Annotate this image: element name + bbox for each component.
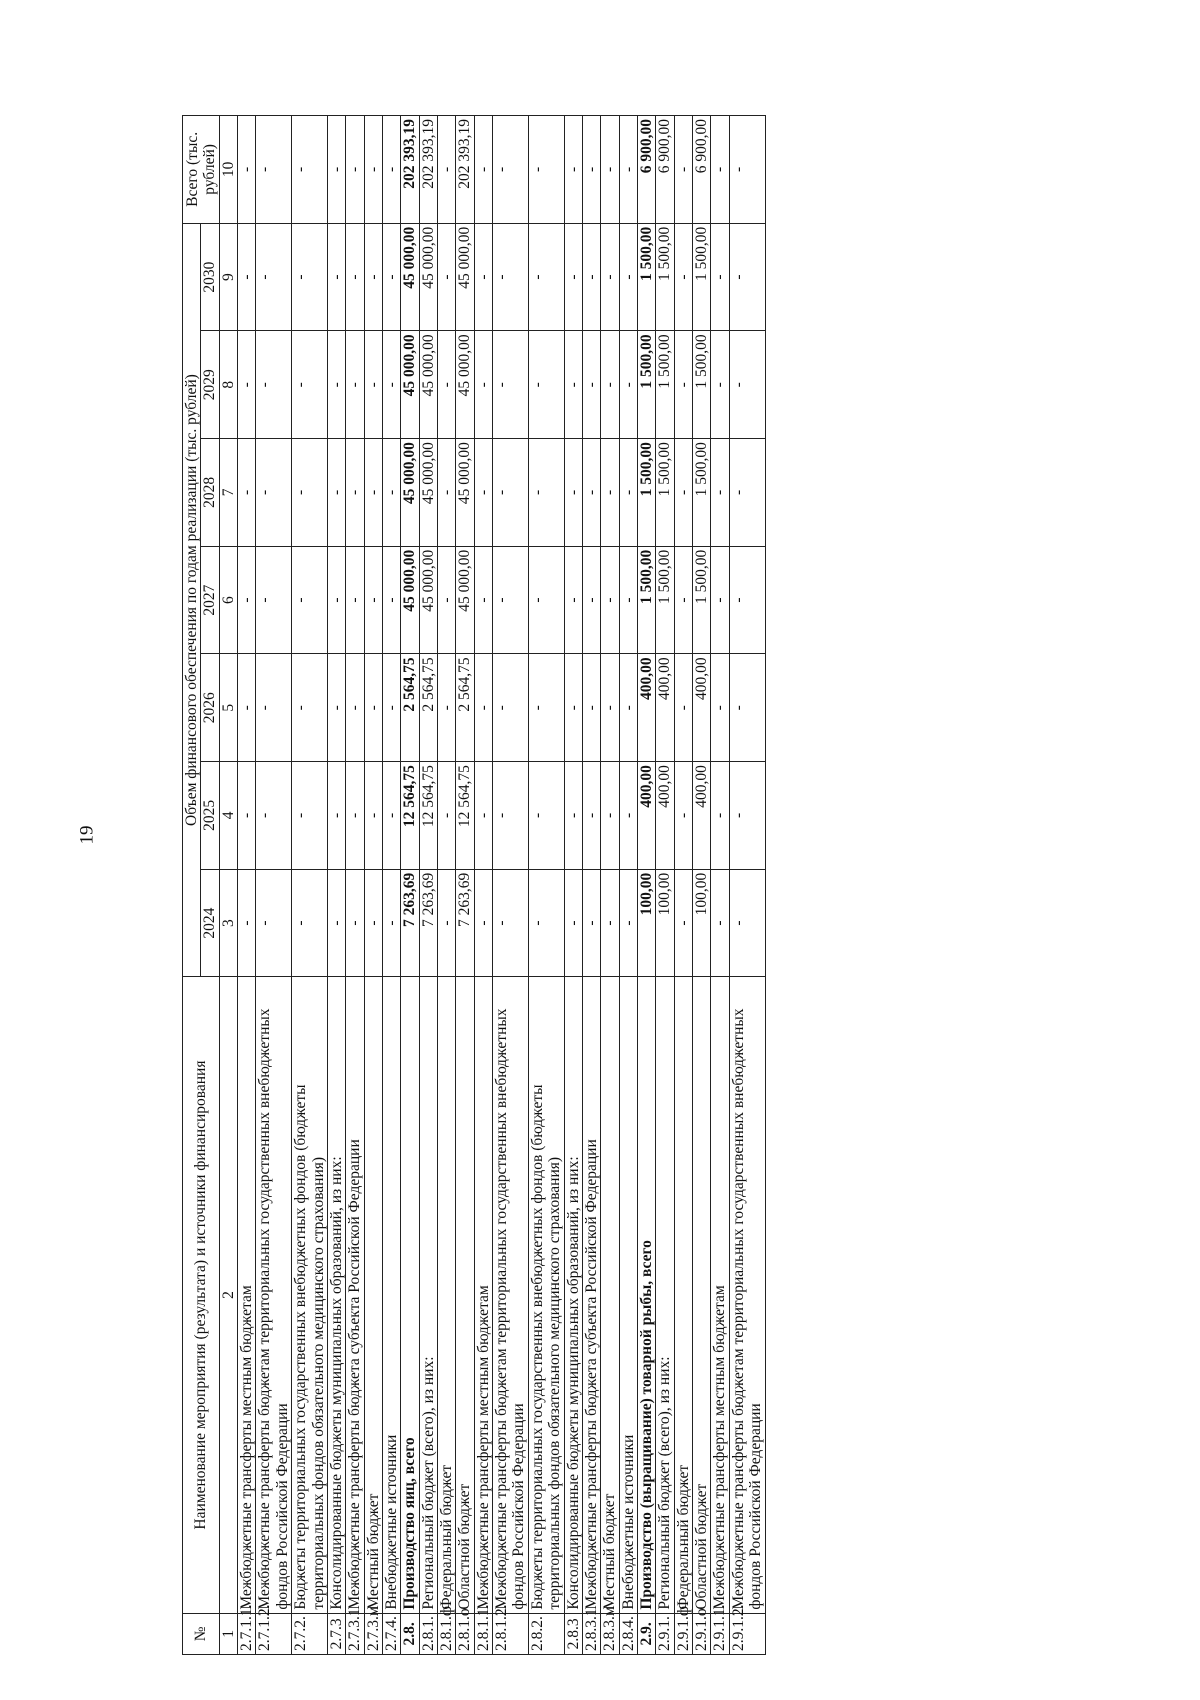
year-value: 45 000,00 [401,331,419,439]
table-row [419,116,437,1655]
year-value: - [256,439,292,547]
row-name: Бюджеты территориальных государственных внебюджетных фондов (бюджеты территориальных фондов обязательного медицинского страхования) [292,977,328,1613]
index-cell: 3 [219,869,237,977]
year-value: - [292,654,328,762]
year-value: - [582,546,600,654]
year-value: - [438,546,456,654]
year-value: 12 564,75 [419,762,437,870]
year-value: 45 000,00 [419,331,437,439]
year-value: 1 500,00 [656,223,674,331]
index-cell: 7 [219,439,237,547]
year-value: - [438,762,456,870]
year-value: - [601,223,619,331]
header-row-1 [183,116,201,1655]
row-name: Консолидированные бюджеты муниципальных образований, из них: [327,977,345,1613]
row-number: 2.8.1. [419,1613,437,1654]
year-value: - [382,223,400,331]
row-number: 2.9.1.ф [674,1613,692,1654]
table-row [674,116,692,1655]
year-value: 45 000,00 [456,223,474,331]
year-value: 1 500,00 [637,223,655,331]
year-value: - [382,546,400,654]
year-value: - [327,869,345,977]
row-number: 2.7.4. [382,1613,400,1654]
row-name: Бюджеты территориальных государственных внебюджетных фондов (бюджеты территориальных фондов обязательного медицинского страхования) [528,977,564,1613]
year-value: - [364,546,382,654]
table-row [582,116,600,1655]
year-value: 7 263,69 [401,869,419,977]
row-name: Местный бюджет [601,977,619,1613]
year-value: 1 500,00 [693,546,711,654]
row-number: 2.8.3.м [601,1613,619,1654]
year-value: - [474,546,492,654]
year-value: 400,00 [637,762,655,870]
index-cell: 6 [219,546,237,654]
year-value: 100,00 [656,869,674,977]
row-total: - [564,116,582,224]
row-total: - [474,116,492,224]
year-value: 7 263,69 [419,869,437,977]
row-name: Межбюджетные трансферты бюджетам территориальных государственных внебюджетных фондов Российской Федерации [729,977,765,1613]
index-cell: 9 [219,223,237,331]
year-value: - [564,869,582,977]
year-value: - [238,546,256,654]
row-number: 2.9.1.2. [729,1613,765,1654]
year-value: - [364,331,382,439]
table-row [637,116,655,1655]
table-row [256,116,292,1655]
year-value: - [292,762,328,870]
year-value: - [327,439,345,547]
row-number: 2.7.1.2. [256,1613,292,1654]
year-value: - [327,762,345,870]
year-value: - [346,439,364,547]
row-name: Межбюджетные трансферты бюджетам территориальных государственных внебюджетных фондов Российской Федерации [256,977,292,1613]
year-value: - [493,331,529,439]
row-name: Региональный бюджет (всего), из них: [656,977,674,1613]
row-name: Федеральный бюджет [438,977,456,1613]
year-value: - [564,654,582,762]
year-value: - [364,223,382,331]
row-total: 202 393,19 [456,116,474,224]
year-value: - [346,223,364,331]
row-number: 2.8.4. [619,1613,637,1654]
table-row [346,116,364,1655]
year-value: - [382,869,400,977]
year-value: - [474,869,492,977]
year-value: - [729,439,765,547]
row-name: Производство (выращивание) товарной рыбы, всего [637,977,655,1613]
year-value: - [674,439,692,547]
year-value: 1 500,00 [637,439,655,547]
year-value: 45 000,00 [456,439,474,547]
row-total: - [729,116,765,224]
year-value: 2 564,75 [456,654,474,762]
header-year: 2024 [201,869,219,977]
row-number: 2.8.3.1 [582,1613,600,1654]
year-value: 400,00 [637,654,655,762]
year-value: - [711,654,729,762]
year-value: - [474,331,492,439]
year-value: - [619,762,637,870]
year-value: - [601,439,619,547]
year-value: - [346,654,364,762]
year-value: 2 564,75 [401,654,419,762]
year-value: - [438,654,456,762]
year-value: - [619,223,637,331]
year-value: - [528,546,564,654]
year-value: 45 000,00 [401,439,419,547]
year-value: - [564,331,582,439]
year-value: - [238,331,256,439]
year-value: - [601,762,619,870]
year-value: 12 564,75 [401,762,419,870]
year-value: - [729,869,765,977]
year-value: - [327,223,345,331]
header-year: 2026 [201,654,219,762]
table-row [619,116,637,1655]
table-row [729,116,765,1655]
year-value: 100,00 [693,869,711,977]
table-row [364,116,382,1655]
row-number: 2.9. [637,1613,655,1654]
row-name: Консолидированные бюджеты муниципальных образований, из них: [564,977,582,1613]
year-value: - [619,439,637,547]
year-value: - [619,654,637,762]
row-name: Межбюджетные трансферты бюджета субъекта Российской Федерации [582,977,600,1613]
year-value: 100,00 [637,869,655,977]
year-value: 45 000,00 [419,546,437,654]
year-value: 45 000,00 [419,439,437,547]
year-value: 45 000,00 [456,546,474,654]
header-year: 2030 [201,223,219,331]
row-name: Внебюджетные источники [382,977,400,1613]
year-value: - [327,331,345,439]
year-value: - [438,331,456,439]
table-row [438,116,456,1655]
year-value: - [238,762,256,870]
page-number: 19 [76,825,98,845]
year-value: - [256,762,292,870]
row-total: - [292,116,328,224]
table-row [327,116,345,1655]
year-value: - [582,331,600,439]
header-year: 2028 [201,439,219,547]
header-total: Всего (тыс. рублей) [183,116,220,224]
table-row [401,116,419,1655]
year-value: - [582,869,600,977]
table-body [238,116,765,1655]
row-total: 6 900,00 [637,116,655,224]
year-value: - [711,439,729,547]
year-value: 1 500,00 [656,331,674,439]
index-cell: 10 [219,116,237,224]
year-value: - [582,654,600,762]
row-name: Межбюджетные трансферты местным бюджетам [238,977,256,1613]
year-value: - [493,546,529,654]
year-value: - [256,546,292,654]
year-value: 400,00 [693,654,711,762]
index-cell: 8 [219,331,237,439]
row-number: 2.9.1. [656,1613,674,1654]
header-name: Наименование мероприятия (результата) и источники финансирования [183,977,220,1613]
year-value: - [601,654,619,762]
year-value: - [729,654,765,762]
year-value: - [674,654,692,762]
header-financing: Объем финансового обеспечения по годам реализации (тыс. рублей) [183,223,201,977]
row-number: 2.7.3.1 [346,1613,364,1654]
rotated-table-container [182,115,1062,1655]
row-name: Региональный бюджет (всего), из них: [419,977,437,1613]
table-row [528,116,564,1655]
table-row [656,116,674,1655]
year-value: - [256,331,292,439]
year-value: - [619,331,637,439]
year-value: 45 000,00 [456,331,474,439]
year-value: 1 500,00 [656,439,674,547]
row-number: 2.8.1.2. [493,1613,529,1654]
year-value: - [674,223,692,331]
row-number: 2.8. [401,1613,419,1654]
row-number: 2.9.1.1. [711,1613,729,1654]
year-value: - [346,762,364,870]
year-value: - [564,439,582,547]
row-total: - [364,116,382,224]
year-value: 7 263,69 [456,869,474,977]
year-value: - [256,654,292,762]
header-year: 2027 [201,546,219,654]
year-value: - [292,223,328,331]
year-value: - [528,223,564,331]
row-total: - [711,116,729,224]
index-cell: 5 [219,654,237,762]
year-value: - [564,223,582,331]
row-number: 2.8.2. [528,1613,564,1654]
row-total: - [438,116,456,224]
index-cell: 4 [219,762,237,870]
table-row [238,116,256,1655]
row-name: Межбюджетные трансферты бюджета субъекта Российской Федерации [346,977,364,1613]
year-value: - [528,331,564,439]
year-value: - [493,869,529,977]
year-value: - [364,869,382,977]
financing-table [182,115,766,1655]
year-value: - [256,869,292,977]
header-year: 2029 [201,331,219,439]
year-value: - [493,654,529,762]
year-value: 1 500,00 [637,331,655,439]
index-cell: 2 [219,977,237,1613]
year-value: - [474,223,492,331]
row-name: Областной бюджет [693,977,711,1613]
table-row [693,116,711,1655]
row-number: 2.7.2. [292,1613,328,1654]
year-value: - [619,869,637,977]
year-value: - [238,869,256,977]
row-number: 2.7.3.м [364,1613,382,1654]
year-value: 45 000,00 [401,223,419,331]
row-total: - [346,116,364,224]
year-value: 400,00 [656,762,674,870]
index-cell: 1 [219,1613,237,1654]
row-name: Местный бюджет [364,977,382,1613]
row-total: - [493,116,529,224]
year-value: - [582,223,600,331]
year-value: - [528,654,564,762]
year-value: 400,00 [656,654,674,762]
table-row [292,116,328,1655]
row-name: Межбюджетные трансферты местным бюджетам [474,977,492,1613]
year-value: - [711,223,729,331]
year-value: - [729,331,765,439]
year-value: - [438,439,456,547]
row-total: 6 900,00 [656,116,674,224]
year-value: - [346,869,364,977]
year-value: - [474,762,492,870]
year-value: 400,00 [693,762,711,870]
year-value: 1 500,00 [693,331,711,439]
year-value: - [729,546,765,654]
year-value: - [438,869,456,977]
year-value: - [711,762,729,870]
year-value: - [582,762,600,870]
header-year: 2025 [201,762,219,870]
year-value: - [674,869,692,977]
year-value: - [729,223,765,331]
year-value: 2 564,75 [419,654,437,762]
row-number: 2.8.3 [564,1613,582,1654]
year-value: - [382,439,400,547]
row-name: Внебюджетные источники [619,977,637,1613]
year-value: - [564,546,582,654]
year-value: 45 000,00 [419,223,437,331]
year-value: - [327,654,345,762]
year-value: - [292,331,328,439]
year-value: - [674,546,692,654]
row-total: 202 393,19 [401,116,419,224]
year-value: - [474,654,492,762]
row-number: 2.7.3 [327,1613,345,1654]
header-no: № [183,1613,220,1654]
row-total: - [528,116,564,224]
row-total: - [601,116,619,224]
table-row [493,116,529,1655]
table-row [474,116,492,1655]
row-total: - [674,116,692,224]
year-value: - [493,762,529,870]
year-value: - [582,439,600,547]
table-row [564,116,582,1655]
table-row [601,116,619,1655]
row-total: - [327,116,345,224]
year-value: - [729,762,765,870]
row-number: 2.9.1.о [693,1613,711,1654]
row-number: 2.8.1.ф [438,1613,456,1654]
year-value: - [528,869,564,977]
year-value: - [382,331,400,439]
row-total: 6 900,00 [693,116,711,224]
row-total: - [238,116,256,224]
year-value: - [619,546,637,654]
year-value: 12 564,75 [456,762,474,870]
row-total: 202 393,19 [419,116,437,224]
row-number: 2.8.1.о [456,1613,474,1654]
year-value: - [601,869,619,977]
table-row [456,116,474,1655]
year-value: - [711,546,729,654]
table-row [382,116,400,1655]
year-value: - [292,546,328,654]
year-value: - [601,331,619,439]
year-value: - [528,762,564,870]
row-number: 2.8.1.1. [474,1613,492,1654]
row-total: - [619,116,637,224]
year-value: - [564,762,582,870]
year-value: 1 500,00 [693,223,711,331]
year-value: 45 000,00 [401,546,419,654]
year-value: - [711,331,729,439]
year-value: - [364,654,382,762]
year-value: - [382,762,400,870]
year-value: - [364,762,382,870]
year-value: - [346,331,364,439]
year-value: 1 500,00 [693,439,711,547]
year-value: - [238,654,256,762]
year-value: - [238,439,256,547]
row-name: Межбюджетные трансферты бюджетам территориальных государственных внебюджетных фондов Российской Федерации [493,977,529,1613]
year-value: - [674,762,692,870]
row-number: 2.7.1.1. [238,1613,256,1654]
year-value: - [292,439,328,547]
row-total: - [382,116,400,224]
row-name: Областной бюджет [456,977,474,1613]
year-value: - [256,223,292,331]
year-value: - [382,654,400,762]
row-name: Межбюджетные трансферты местным бюджетам [711,977,729,1613]
table-row [711,116,729,1655]
year-value: - [364,439,382,547]
year-value: 1 500,00 [637,546,655,654]
year-value: - [438,223,456,331]
year-value: - [711,869,729,977]
row-name: Федеральный бюджет [674,977,692,1613]
year-value: - [674,331,692,439]
year-value: - [493,439,529,547]
row-name: Производство яиц, всего [401,977,419,1613]
year-value: - [238,223,256,331]
year-value: 1 500,00 [656,546,674,654]
header-index-row [219,116,237,1655]
year-value: - [346,546,364,654]
year-value: - [327,546,345,654]
row-total: - [256,116,292,224]
year-value: - [292,869,328,977]
year-value: - [601,546,619,654]
row-total: - [582,116,600,224]
year-value: - [493,223,529,331]
year-value: - [474,439,492,547]
year-value: - [528,439,564,547]
